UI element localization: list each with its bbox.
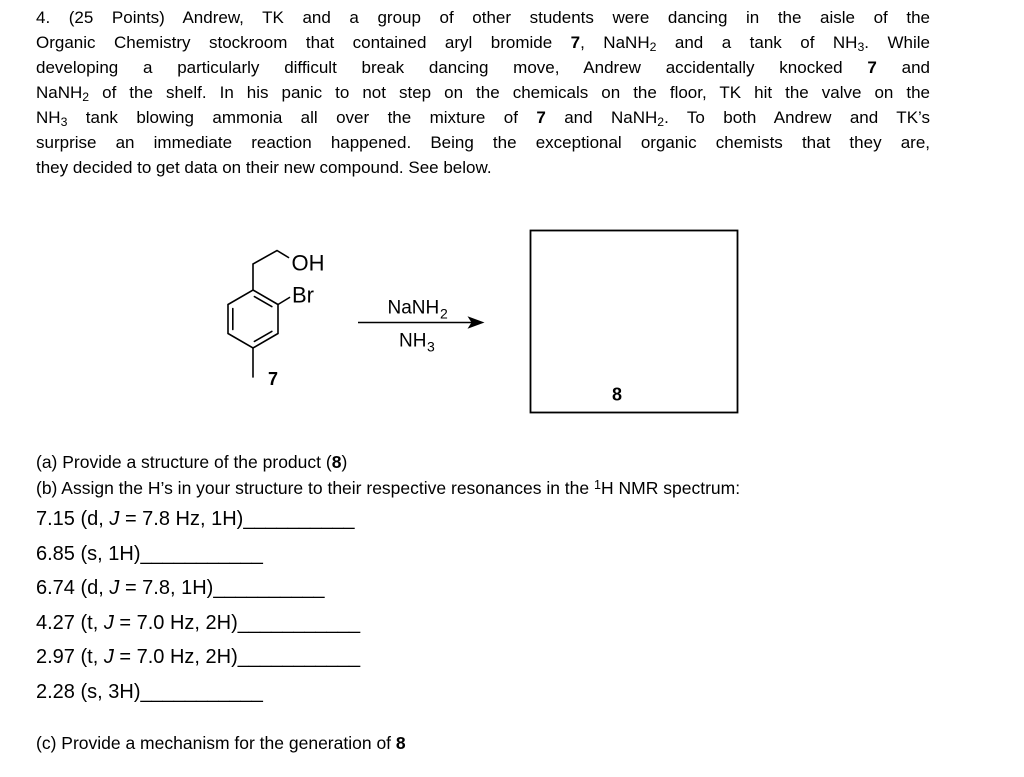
answer-blank: __________ — [213, 577, 325, 600]
nmr-line — [36, 606, 360, 641]
nmr-resonance: 2.97 (t, J = 7.0 Hz, 2H) — [36, 646, 238, 669]
nmr-line — [36, 675, 360, 710]
answer-blank: ___________ — [237, 611, 361, 634]
answer-blank: ___________ — [237, 646, 361, 669]
product-box-group — [531, 231, 738, 413]
oh-label: OH — [291, 250, 325, 276]
nmr-assignment-list — [36, 502, 360, 710]
part-c: (c) Provide a mechanism for the generation of 8 — [36, 733, 406, 753]
reaction-arrow-group — [358, 298, 485, 355]
intro-line: surprise an immediate reaction happened. Being the exceptional organic chemists that they are, — [36, 133, 930, 152]
intro-line: Organic Chemistry stockroom that contained aryl bromide 7, NaNH$_2$ and a tank of $NH_3$. While — [36, 33, 930, 54]
answer-blank: ___________ — [140, 542, 263, 565]
nmr-resonance: 4.27 (t, J = 7.0 Hz, 2H) — [36, 611, 238, 634]
product-box — [531, 231, 738, 413]
reactant-number-label: 7 — [268, 369, 279, 389]
reagent-bottom-label: NH — [399, 330, 427, 352]
reagent-top-subscript: 2 — [440, 305, 448, 322]
question-intro — [36, 5, 930, 180]
reactant-structure — [228, 251, 290, 378]
double-bond-inner — [254, 297, 271, 307]
nmr-line — [36, 537, 360, 572]
answer-blank: ___________ — [140, 680, 263, 703]
question-parts — [36, 449, 740, 501]
nmr-resonance: 7.15 (d, J = 7.8 Hz, 1H) — [36, 508, 244, 530]
reaction-scheme — [190, 225, 770, 425]
br-label: Br — [292, 282, 314, 308]
intro-line: developing a particularly difficult break dancing move, Andrew accidentally knocked 7 and — [36, 58, 930, 77]
benzene-ring — [228, 290, 278, 348]
intro-line: NaNH$_2$ of the shelf. In his panic to not step on the chemicals on the floor, TK hit the valve on the — [36, 83, 930, 104]
reagent-bottom-subscript: 3 — [427, 338, 435, 355]
product-number-label: 8 — [612, 384, 623, 405]
intro-line: $NH_3$ tank blowing ammonia all over the mixture of 7 and NaNH$_2$. To both Andrew and TK’s — [36, 108, 931, 129]
nmr-line — [36, 502, 360, 537]
nmr-resonance: 6.74 (d, J = 7.8, 1H) — [36, 577, 214, 600]
nmr-line — [36, 571, 360, 606]
double-bond-inner — [254, 331, 271, 341]
part-a: (a) Provide a structure of the product (8) — [36, 452, 348, 472]
intro-line: 4. (25 Points) Andrew, TK and a group of other students were dancing in the aisle of the — [36, 8, 930, 27]
nmr-resonance: 2.28 (s, 3H) — [36, 680, 141, 703]
intro-line: they decided to get data on their new compound. See below. — [36, 158, 492, 177]
reagent-top-label: NaNH — [387, 297, 440, 319]
answer-blank: __________ — [243, 508, 355, 530]
nmr-line — [36, 640, 360, 675]
bromine-bond — [278, 298, 290, 305]
nmr-resonance: 6.85 (s, 1H) — [36, 542, 141, 565]
part-b: (b) Assign the H’s in your structure to their respective resonances in the $^1$H NMR spectrum: — [36, 477, 741, 498]
ethanol-chain-bond — [253, 251, 289, 291]
